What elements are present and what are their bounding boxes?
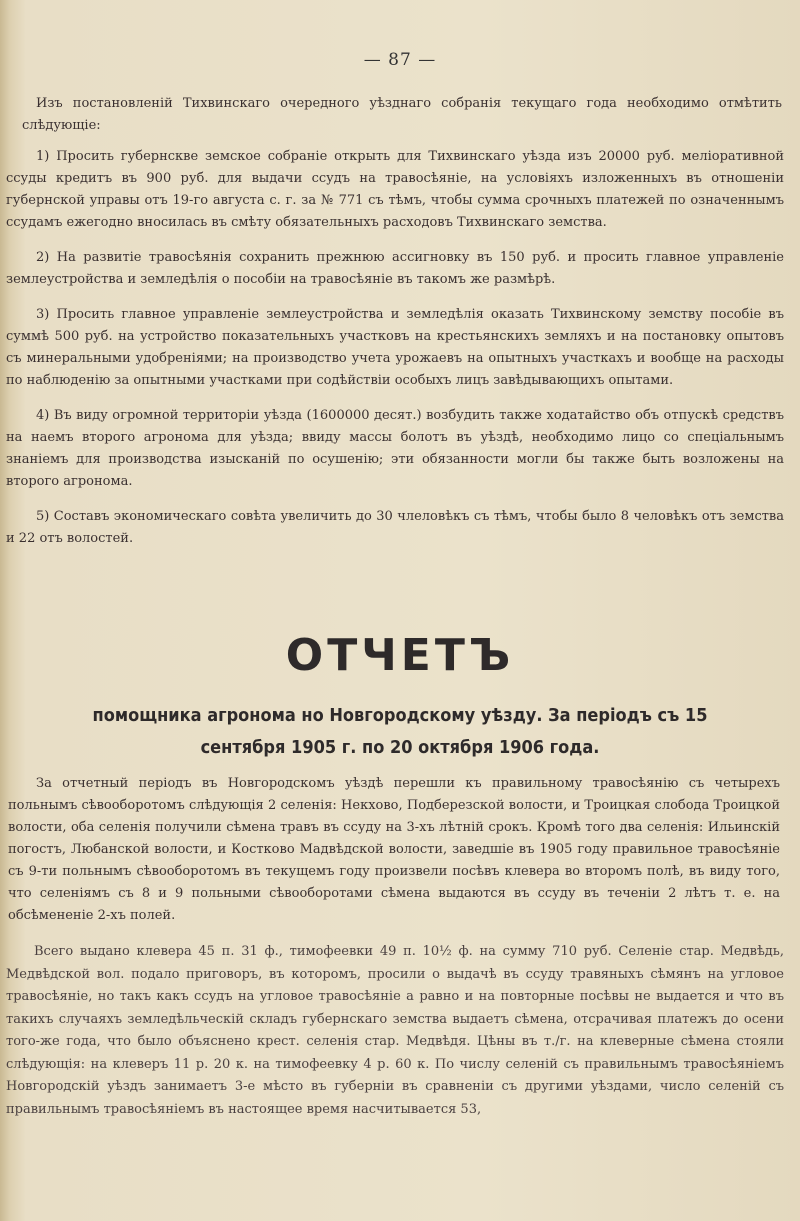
report-title: ОТЧЕТЪ <box>285 630 515 681</box>
resolution-item-2: 2) На развитіе травосѣянія сохранить прежнюю ассигновку въ 150 руб. и просить главное управленіе землеустройства и земледѣлія о пособіи на травосѣяніе въ такомъ же размѣрѣ. <box>6 250 784 287</box>
intro-paragraph: Изъ постановленій Тихвинскаго очередного уѣзднаго собранія текущаго года необходимо отмѣтить слѣдующіе: <box>22 96 782 133</box>
report-subtitle: помощника агронома но Новгородскому уѣзду. За періодъ съ 15 сентября 1905 г. по 20 октября 1906 года. <box>92 705 708 758</box>
resolution-list <box>6 146 784 563</box>
report-paragraph-1: За отчетный періодъ въ Новгородскомъ уѣздѣ перешли къ правильному травосѣянію съ четырехъ польнымъ сѣвооборотомъ слѣдующія 2 селенія: Некхово, Подберезской волости, и Троицкая слобода Троицкой волости, оба селенія получили сѣмена травъ въ ссуду на 3-хъ лѣтній срокъ. Кромѣ того два селенія: Ильинскій погостъ, Любанской волости, и Костково Мадвѣдской волости, заведшіе въ 1905 году правильное травосѣяніе съ 9-ти польнымъ сѣвооборотомъ въ текущемъ году произвели посѣвъ клевера во второмъ полѣ, въ виду того, что селеніямъ съ 8 и 9 польными сѣвооборотами сѣмена выдаются въ ссуду въ теченіи 2 лѣтъ т. е. на обсѣмененіе 2-хъ полей. <box>8 776 780 923</box>
resolution-item-3: 3) Просить главное управленіе землеустройства и земледѣлія оказать Тихвинскому земству пособіе въ суммѣ 500 руб. на устройство показательныхъ участковъ на крестьянскихъ земляхъ и на постановку опытовъ съ минеральными удобреніями; на производство учета урожаевъ на опытныхъ участкахъ и вообще на расходы по наблюденію за опытными участками при содѣйствіи особыхъ лицъ завѣдывающихъ опытами. <box>6 307 784 388</box>
resolution-item-5: 5) Составъ экономическаго совѣта увеличить до 30 члеловѣкъ съ тѣмъ, чтобы было 8 человѣкъ отъ земства и 22 отъ волостей. <box>6 509 784 546</box>
page-number: — 87 — <box>363 50 437 70</box>
report-paragraph-2: Всего выдано клевера 45 п. 31 ф., тимофеевки 49 п. 10½ ф. на сумму 710 руб. Селеніе стар. Медвѣдь, Медвѣдской вол. подало приговоръ, въ которомъ, просили о выдачѣ въ ссуду травяныхъ сѣмянъ на угловое травосѣяніе, но такъ какъ ссудъ на угловое травосѣяніе а равно и на повторные посѣвы не выдается и что въ такихъ случаяхъ земледѣльческій складъ губернскаго земства выдаетъ сѣмена, отсрачивая платежъ до осени того-же года, что было объяснено крест. селенія стар. Медвѣдя. Цѣны въ т./г. на клеверные сѣмена стояли слѣдующія: на клеверъ 11 р. 20 к. на тимофеевку 4 р. 60 к. По числу селеній съ правильнымъ травосѣяніемъ Новгородскій уѣздъ занимаетъ 3-е мѣсто въ губерніи въ сравненіи съ другими уѣздами, число селеній съ правильнымъ травосѣяніемъ въ настоящее время насчитывается 53, <box>6 944 784 1117</box>
resolution-item-4: 4) Въ виду огромной территоріи уѣзда (1600000 десят.) возбудить также ходатайство объ отпускѣ средствъ на наемъ второго агронома для уѣзда; ввиду массы болотъ въ уѣздѣ, необходимо лицо со спеціальнымъ знаніемъ для производства изысканій по осушенію; эти обязанности могли бы также быть возложены на второго агронома. <box>6 408 784 489</box>
resolution-item-1: 1) Просить губернскве земское собраніе открыть для Тихвинскаго уѣзда изъ 20000 руб. меліоративной ссуды кредитъ въ 900 руб. для выдачи ссудъ на травосѣяніе, на условіяхъ изложенныхъ въ отношеніи губернской управы отъ 19-го августа с. г. за № 771 съ тѣмъ, чтобы сумма срочныхъ платежей по означеннымъ ссудамъ ежегодно вносилась въ смѣту обязательныхъ расходовъ Тихвинскаго земства. <box>6 149 784 230</box>
